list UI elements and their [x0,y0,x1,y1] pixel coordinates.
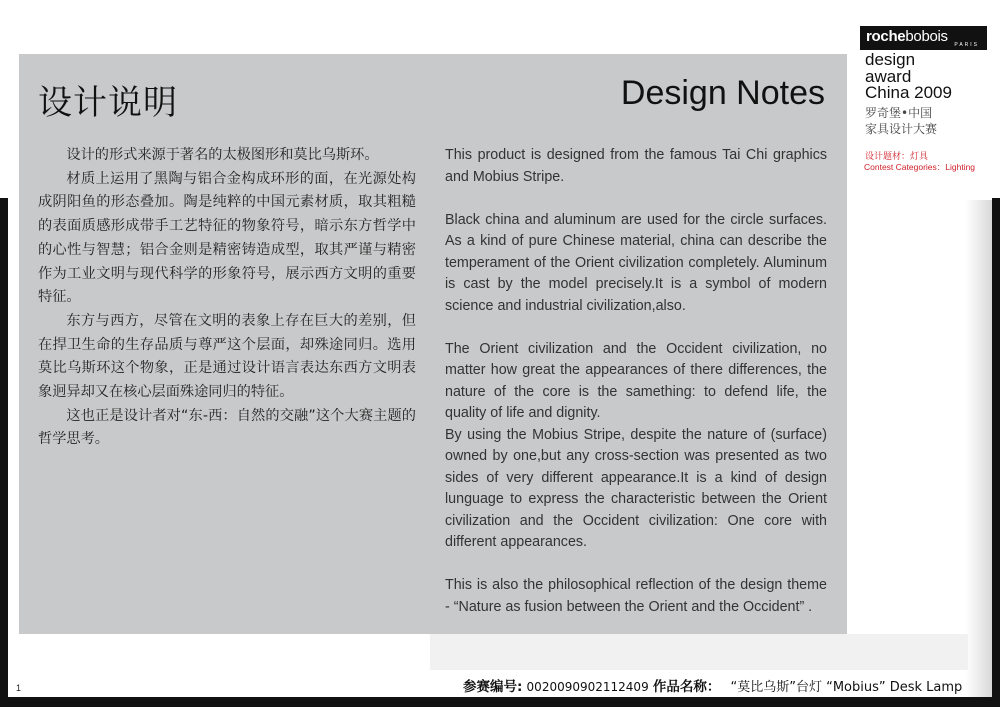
frame-left-bar [0,198,8,707]
award-line-1: design [865,50,916,69]
frame-right-bar [992,198,1000,707]
entry-name-value: “莫比乌斯”台灯 “Mobius” Desk Lamp [730,680,963,695]
page-title-cn: 设计说明 [38,83,178,123]
category-en: Contest Categories：Lighting [864,162,976,172]
cn-paragraph: 设计的形式来源于著名的太极图形和莫比乌斯环。 [66,147,379,163]
entry-number-value: 0020090902112409 [526,680,649,694]
award-line-3: China 2009 [865,83,952,102]
en-paragraph: Black china and aluminum are used for the circle surfaces. As a kind of pure Chinese material, china can describe the temperament of the Orient civilization completely. Aluminum is cast by the model precisely.It is a symbol of modern science and industrial civilization,also. [445,211,827,314]
cn-paragraph: 材质上运用了黑陶与铝合金构成环形的面，在光源处构成阴阳鱼的形态叠加。陶是纯粹的中国元素材质，取其粗糙的表面质感形成带手工艺特征的物象符号，暗示东方哲学中的心性与智慧；铝合金则是精密铸造成型，取其严谨与精密作为工业文明与现代科学的形象符号，展示西方文明的重要特征。 [38,170,416,306]
entry-name-label: 作品名称： [652,679,721,695]
right-shadow [965,200,992,697]
en-paragraph: This is also the philosophical reflection of the design theme - “Nature as fusion between the Orient and the Occident” . [445,577,827,615]
page-title-en: Design Notes [620,74,825,112]
en-paragraph: By using the Mobius Stripe, despite the nature of (surface) owned by one,but any cross-section was presented as two sides of very different appearance.It is a kind of design lunguage to express the characteristic between the Orient civilization and the Occident civilization: One core with different appearances. [445,426,827,550]
page-number: 1 [16,683,22,693]
en-paragraph: The Orient civilization and the Occident civilization, no matter how great the appearances of there differences, the nature of the core is the samething: to defend life, the quality of life and dignity. [445,340,827,421]
english-description [445,145,827,640]
category-cn: 设计题材：灯具 [865,152,929,162]
logo-brand-light: bobois [905,28,948,45]
cn-paragraph: 东方与西方，尽管在文明的表象上存在巨大的差别，但在捍卫生命的生存品质与尊严这个层面，却殊途同归。选用莫比乌斯环这个物象，正是通过设计语言表达东西方文明表象迥异却又在核心层面殊途同归的特征。 [38,312,416,401]
roche-bobois-logo [860,26,987,50]
award-title-cn [865,105,937,137]
logo-brand-bold: roche [866,28,906,45]
entry-number-label: 参赛编号: [463,679,523,695]
logo-sub: PARIS [954,42,979,48]
chinese-description [38,144,416,452]
award-cn-line-1: 罗奇堡•中国 [865,106,933,120]
award-line-2: award [865,66,912,86]
award-cn-line-2: 家具设计大赛 [865,122,938,136]
frame-bottom-bar [0,697,1000,707]
entry-info [463,675,962,695]
en-paragraph: This product is designed from the famous Tai Chi graphics and Mobius Stripe. [445,147,827,185]
award-title [865,52,995,102]
cn-paragraph: 这也正是设计者对“东-西：自然的交融”这个大赛主题的哲学思考。 [38,407,416,448]
